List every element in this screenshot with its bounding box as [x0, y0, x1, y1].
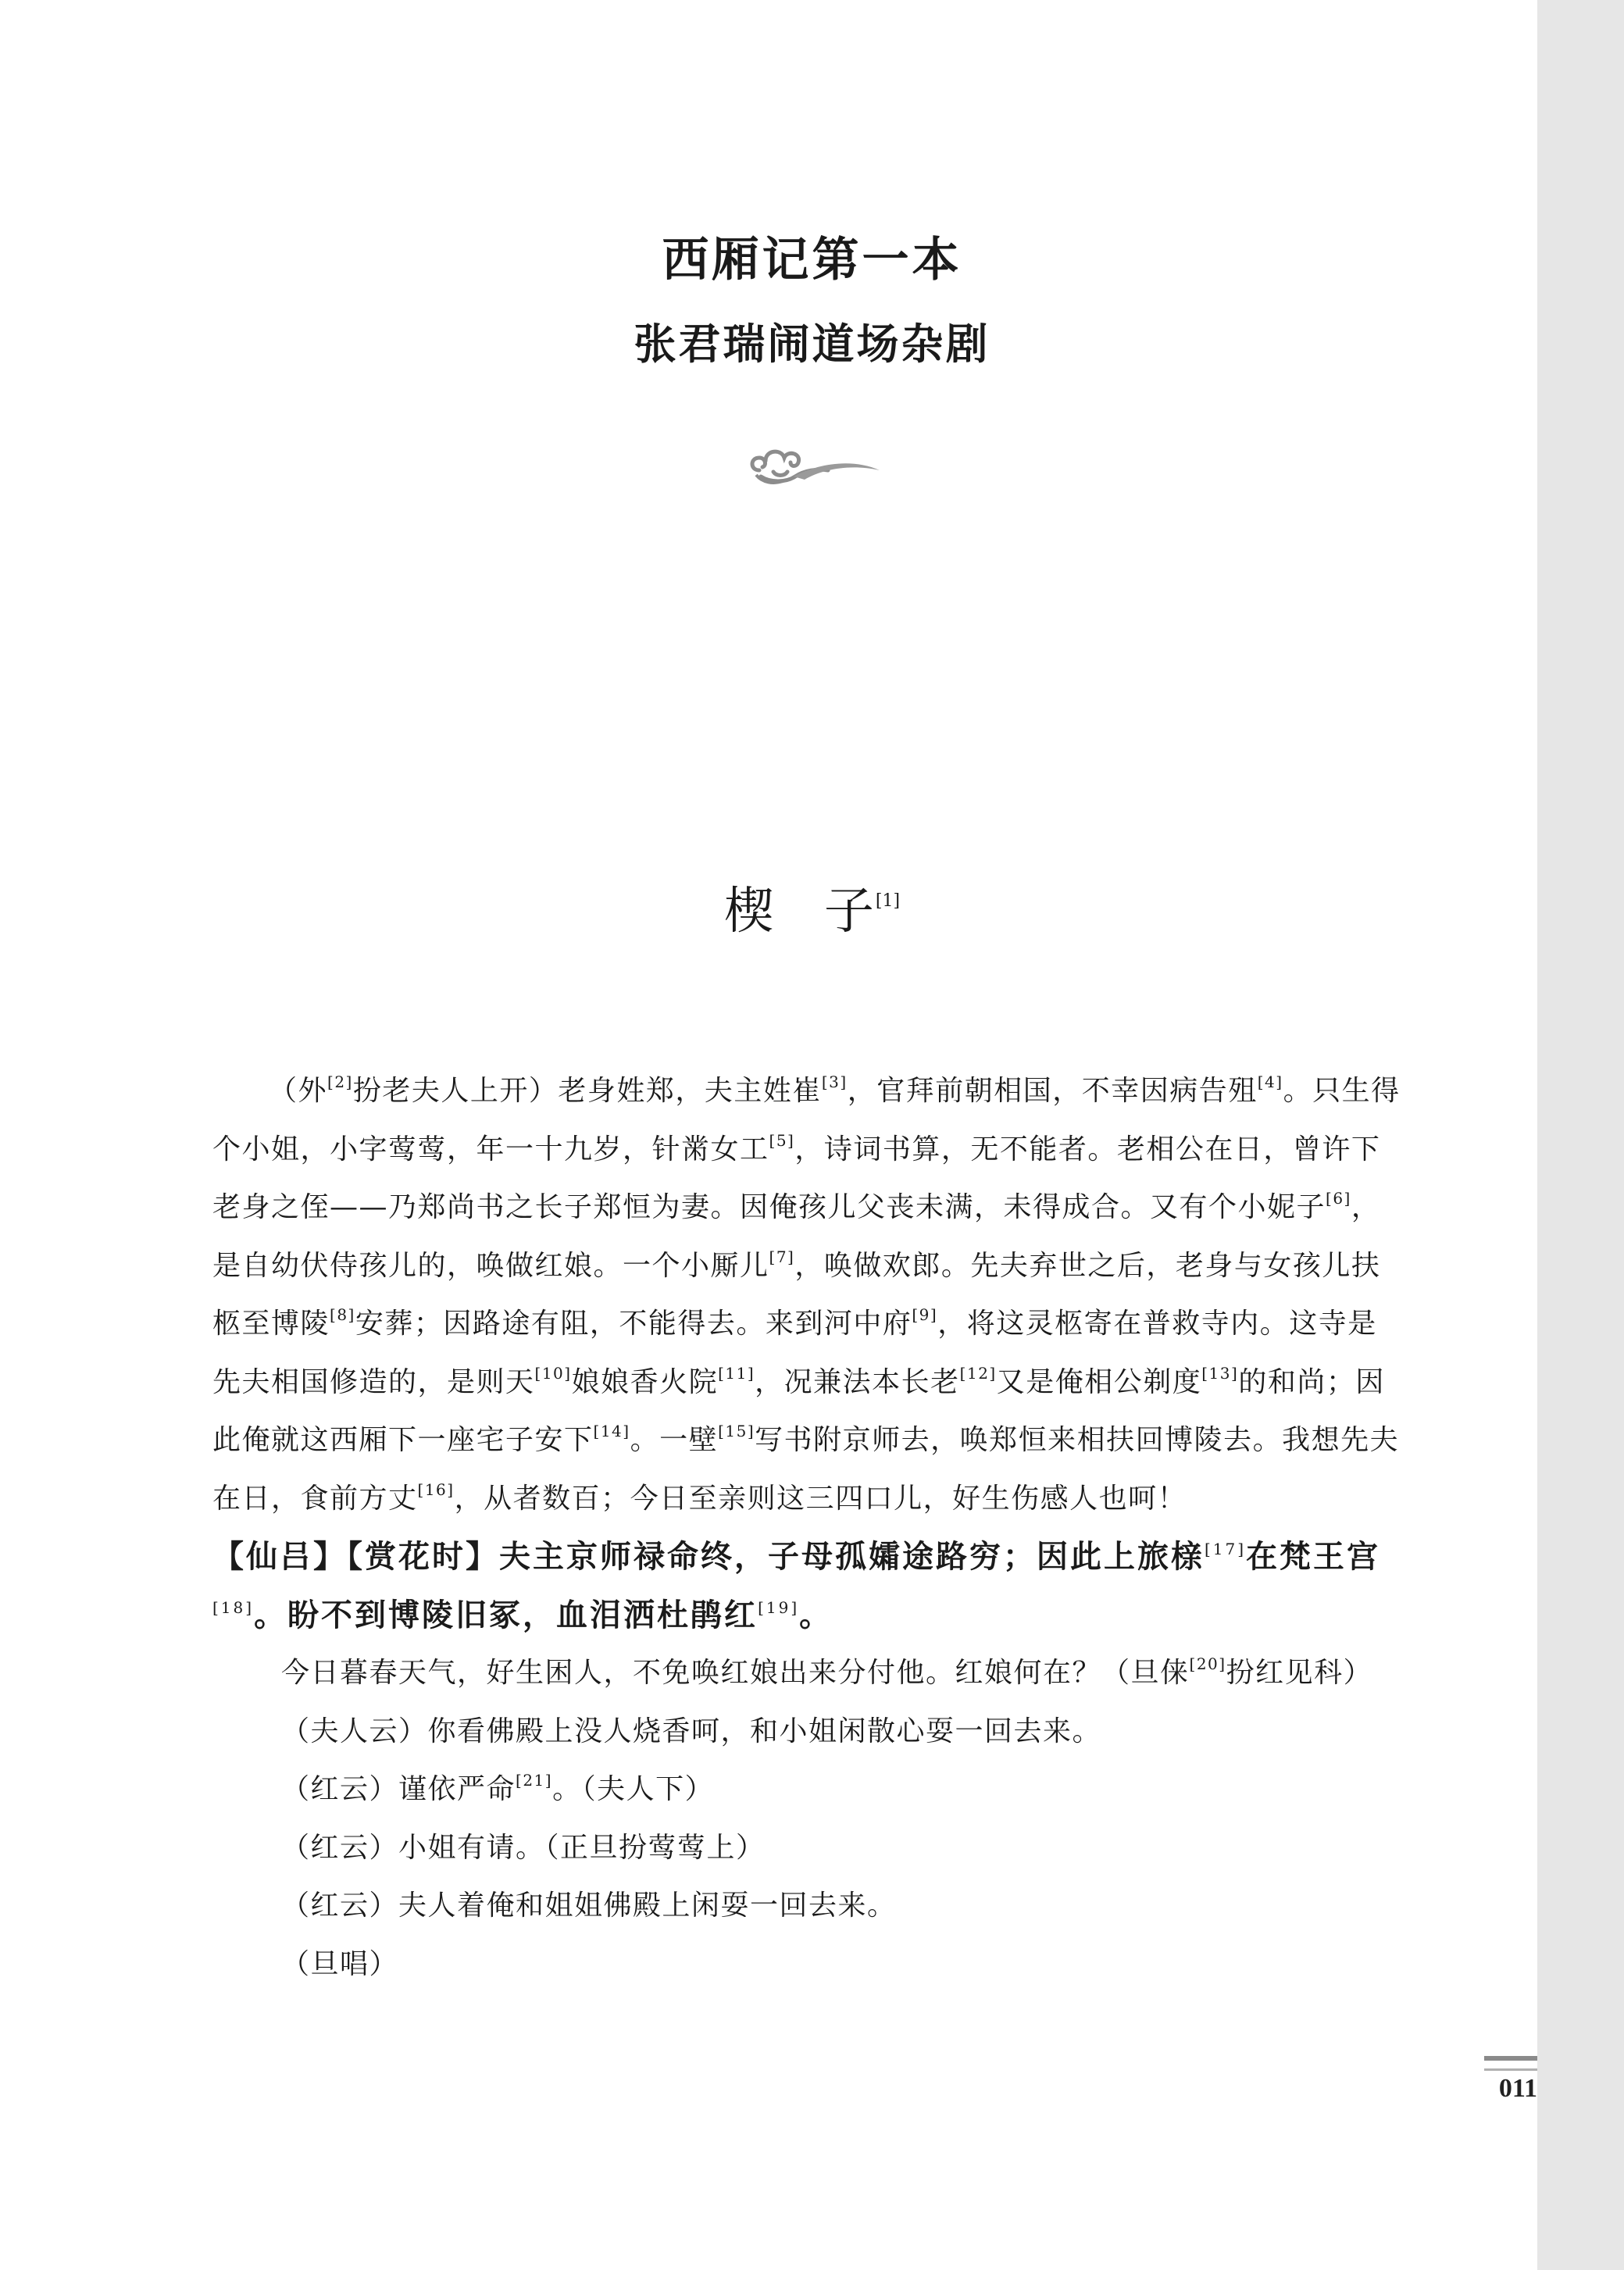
- section-heading-text: 楔 子: [723, 883, 874, 940]
- footnote-ref: [3]: [821, 1073, 848, 1091]
- footnote-ref: [10]: [534, 1363, 572, 1383]
- footnote-ref: [6]: [1326, 1189, 1351, 1208]
- footnote-ref: [11]: [718, 1363, 755, 1383]
- footnote-ref: [8]: [330, 1305, 355, 1324]
- footnote-ref: [18]: [212, 1597, 255, 1617]
- footnote-ref: [14]: [593, 1422, 630, 1440]
- page-number-rule: [1484, 2068, 1537, 2071]
- footnote-ref: [20]: [1189, 1654, 1226, 1673]
- footnote-ref: [7]: [769, 1247, 795, 1266]
- footnote-ref: [17]: [1205, 1540, 1247, 1558]
- dialogue-line: （旦唱）: [281, 1947, 399, 1980]
- footnote-ref: [19]: [758, 1597, 800, 1617]
- footnote-ref: [21]: [516, 1771, 553, 1790]
- dialogue-line: （红云）小姐有请。（正旦扮莺莺上）: [281, 1831, 766, 1864]
- footnote-ref: [1]: [875, 891, 901, 911]
- song-lyrics: 【仙吕】【赏花时】夫主京师禄命终，子母孤孀途路穷；因此上旅榇[17]在梵王宫[18]。盼不到博陵旧冢，血泪洒杜鹃红[19]。: [212, 1538, 1381, 1633]
- dialogue-line: （红云）谨依严命[21]。（夫人下）: [281, 1771, 715, 1805]
- footnote-ref: [12]: [959, 1363, 997, 1383]
- cloud-ornament-icon: [742, 437, 883, 500]
- page-subtitle: 张君瑞闹道场杂剧: [634, 319, 990, 369]
- footnote-ref: [15]: [718, 1422, 755, 1440]
- section-heading: [0, 871, 1624, 943]
- footnote-ref: [9]: [912, 1305, 938, 1324]
- dialogue-line: 今日暮春天气，好生困人，不免唤红娘出来分付他。红娘何在？（旦俫[20]扮红见科）: [281, 1654, 1373, 1689]
- dialogue-line: （夫人云）你看佛殿上没人烧香呵，和小姐闲散心耍一回去来。: [281, 1715, 1102, 1747]
- main-text: [212, 1062, 1406, 1993]
- dialogue-line: （红云）夫人着俺和姐姐佛殿上闲耍一回去来。: [281, 1890, 897, 1922]
- footnote-ref: [4]: [1257, 1073, 1283, 1091]
- footnote-ref: [2]: [327, 1073, 353, 1091]
- page-number-rule: [1484, 2056, 1537, 2061]
- prologue-paragraph: （外[2]扮老夫人上开）老身姓郑，夫主姓崔[3]，官拜前朝相国，不幸因病告殂[4]。只生得个小姐，小字莺莺，年一十九岁，针黹女工[5]，诗词书算，无不能者。老相公在日，曾许下老身之侄——乃郑尚书之长子郑恒为妻。因俺孩儿父丧未满，未得成合。又有个小妮子[6]，是自幼伏侍孩儿的，唤做红娘。一个小厮儿[7]，唤做欢郎。先夫弃世之后，老身与女孩儿扶柩至博陵[8]安葬；因路途有阻，不能得去。来到河中府[9]，将这灵柩寄在普救寺内。这寺是先夫相国修造的，是则天[10]娘娘香火院[11]，况兼法本长老[12]又是俺相公剃度[13]的和尚；因此俺就这西厢下一座宅子安下[14]。一壁[15]写书附京师去，唤郑恒来相扶回博陵去。我想先夫在日，食前方丈[16]，从者数百；今日至亲则这三四口儿，好生伤感人也呵！: [212, 1073, 1401, 1515]
- page-number: 011: [1498, 2074, 1537, 2103]
- footnote-ref: [16]: [417, 1479, 455, 1499]
- footnote-ref: [5]: [769, 1130, 795, 1150]
- page-title: 西厢记第一本: [662, 233, 962, 287]
- footnote-ref: [13]: [1201, 1363, 1239, 1383]
